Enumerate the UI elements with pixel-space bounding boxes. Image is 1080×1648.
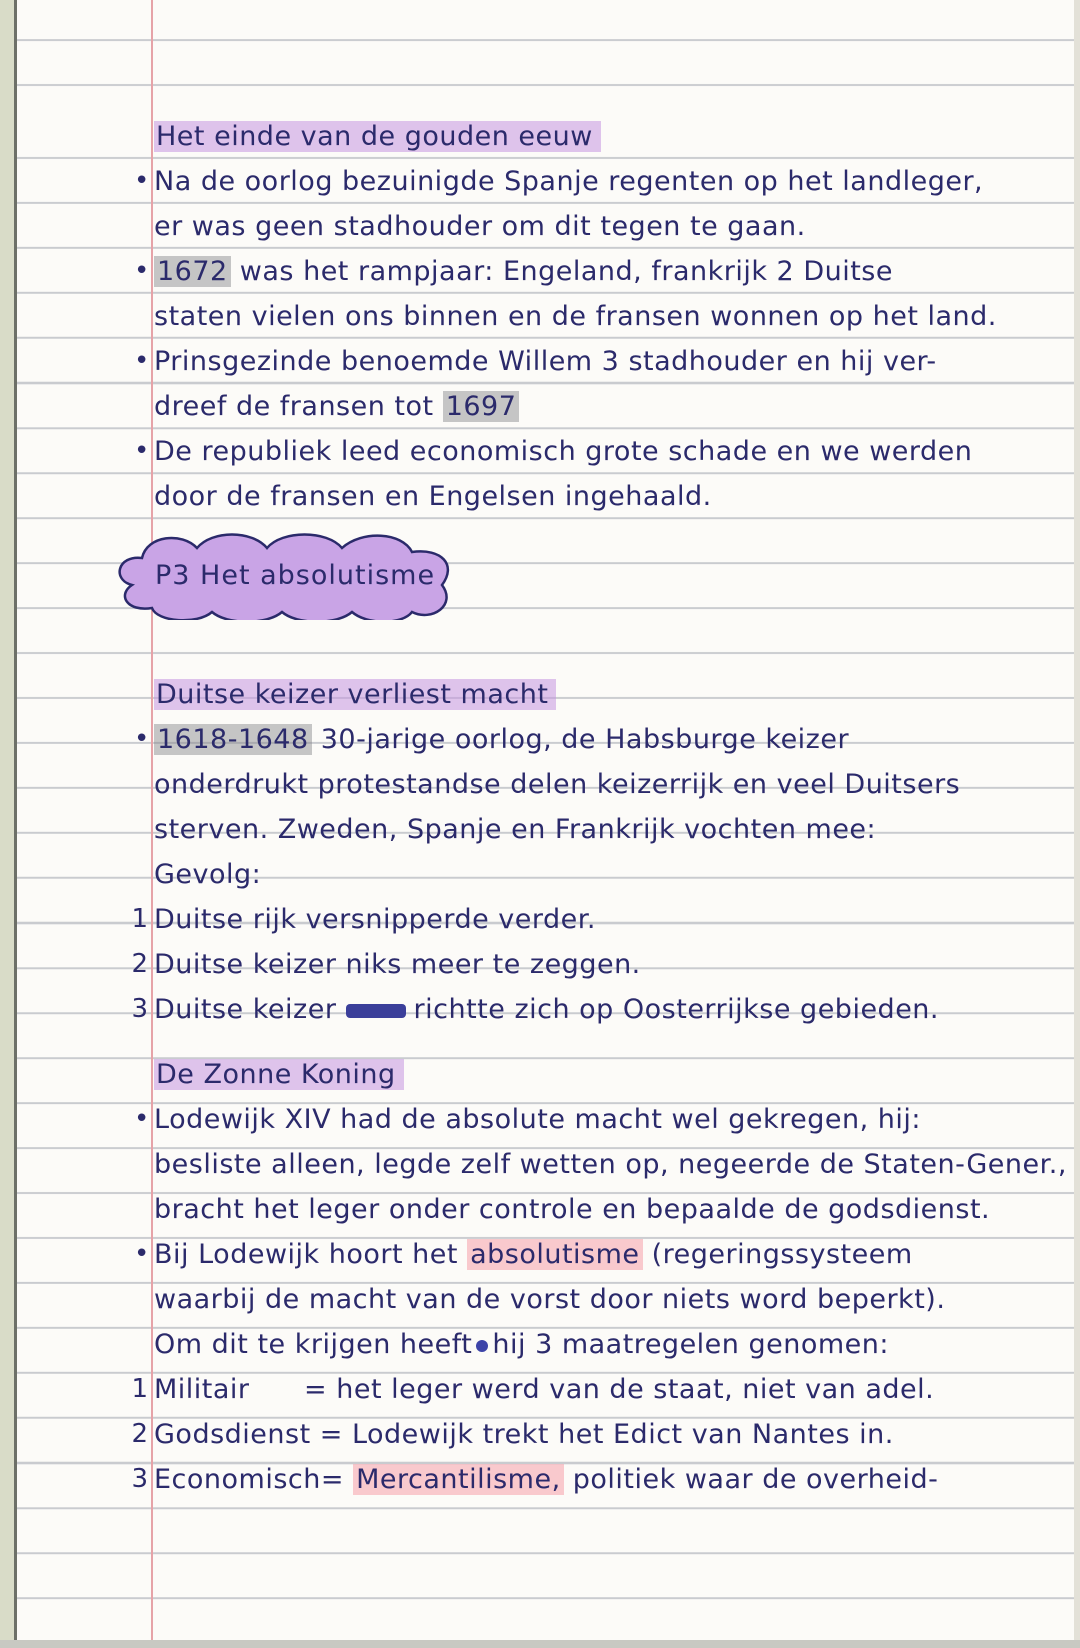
list-number: 2 xyxy=(131,949,148,979)
bullet-dot-icon: • xyxy=(134,1104,150,1134)
note-line: Na de oorlog bezuinigde Spanje regenten op het landleger, xyxy=(154,166,984,197)
bullet-dot-icon: • xyxy=(134,724,150,754)
heading-highlight: Het einde van de gouden eeuw xyxy=(154,121,601,152)
note-text: Duitse keizer xyxy=(154,994,337,1025)
term-highlight: absolutisme xyxy=(467,1239,642,1270)
list-number: 3 xyxy=(131,994,148,1024)
section-heading-gouden-eeuw xyxy=(154,114,601,159)
heading-highlight: Duitse keizer verliest macht xyxy=(154,679,556,710)
list-item: Godsdienst = Lodewijk trekt het Edict van Nantes in. xyxy=(154,1419,894,1450)
list-number: 2 xyxy=(131,1419,148,1449)
gevolg-label: Gevolg: xyxy=(154,859,262,890)
note-line: onderdrukt protestandse delen keizerrijk en veel Duitsers xyxy=(154,769,961,800)
note-line: De republiek leed economisch grote schade en we werden xyxy=(154,436,973,467)
note-line: besliste alleen, legde zelf wetten op, negeerde de Staten-Gener., xyxy=(154,1149,1067,1180)
note-text: (regeringssysteem xyxy=(642,1239,913,1270)
page-bottom-edge xyxy=(0,1640,1080,1648)
list-item: Militair = het leger werd van de staat, niet van adel. xyxy=(154,1374,935,1405)
list-item xyxy=(154,987,939,1032)
term-highlight: Mercantilisme, xyxy=(353,1464,564,1495)
note-line xyxy=(154,384,519,429)
note-text: dreef de fransen tot xyxy=(154,391,443,422)
note-line: Lodewijk XIV had de absolute macht wel gekregen, hij: xyxy=(154,1104,922,1135)
year-highlight: 1618-1648 xyxy=(154,724,312,755)
note-line: Prinsgezinde benoemde Willem 3 stadhouder en hij ver- xyxy=(154,346,937,377)
list-number: 1 xyxy=(131,904,148,934)
bullet-dot-icon: • xyxy=(134,256,150,286)
margin-line xyxy=(151,0,153,1648)
note-line: staten vielen ons binnen en de fransen wonnen op het land. xyxy=(154,301,997,332)
list-number: 1 xyxy=(131,1374,148,1404)
list-item: Duitse rijk versnipperde verder. xyxy=(154,904,596,935)
note-line xyxy=(154,1232,913,1277)
list-item: Duitse keizer niks meer te zeggen. xyxy=(154,949,641,980)
note-line xyxy=(154,1322,889,1367)
note-text: Om dit te krijgen heeft xyxy=(154,1329,473,1360)
note-line: waarbij de macht van de vorst door niets word beperkt). xyxy=(154,1284,946,1315)
note-line: er was geen stadhouder om dit tegen te gaan. xyxy=(154,211,806,242)
list-number: 3 xyxy=(131,1464,148,1494)
bullet-dot-icon: • xyxy=(134,436,150,466)
chapter-title: P3 Het absolutisme xyxy=(155,560,436,591)
note-line: bracht het leger onder controle en bepaalde de godsdienst. xyxy=(154,1194,991,1225)
bullet-dot-icon: • xyxy=(134,166,150,196)
note-line: door de fransen en Engelsen ingehaald. xyxy=(154,481,712,512)
note-text: Bij Lodewijk hoort het xyxy=(154,1239,468,1270)
page-edge xyxy=(1074,0,1080,1648)
section-heading-duitse-keizer xyxy=(154,672,556,717)
note-text: richtte zich op Oosterrijkse gebieden. xyxy=(413,994,940,1025)
note-line: sterven. Zweden, Spanje en Frankrijk vochten mee: xyxy=(154,814,877,845)
bullet-dot-icon: • xyxy=(134,1239,150,1269)
scribbled-out-word xyxy=(346,1004,406,1018)
note-text: was het rampjaar: Engeland, frankrijk 2 Duitse xyxy=(230,256,893,287)
note-text: hij 3 maatregelen genomen: xyxy=(492,1329,889,1360)
note-text: Economisch= xyxy=(154,1464,354,1495)
ink-blot xyxy=(476,1340,488,1352)
note-line xyxy=(154,249,893,294)
note-line xyxy=(154,717,849,762)
list-item xyxy=(154,1457,938,1502)
note-text: politiek waar de overheid- xyxy=(563,1464,939,1495)
heading-highlight: De Zonne Koning xyxy=(154,1059,404,1090)
notebook-binding xyxy=(0,0,17,1648)
bullet-dot-icon: • xyxy=(134,346,150,376)
year-highlight: 1672 xyxy=(154,256,231,287)
note-text: 30-jarige oorlog, de Habsburge keizer xyxy=(311,724,850,755)
year-highlight: 1697 xyxy=(443,391,520,422)
section-heading-zonne-koning xyxy=(154,1052,404,1097)
